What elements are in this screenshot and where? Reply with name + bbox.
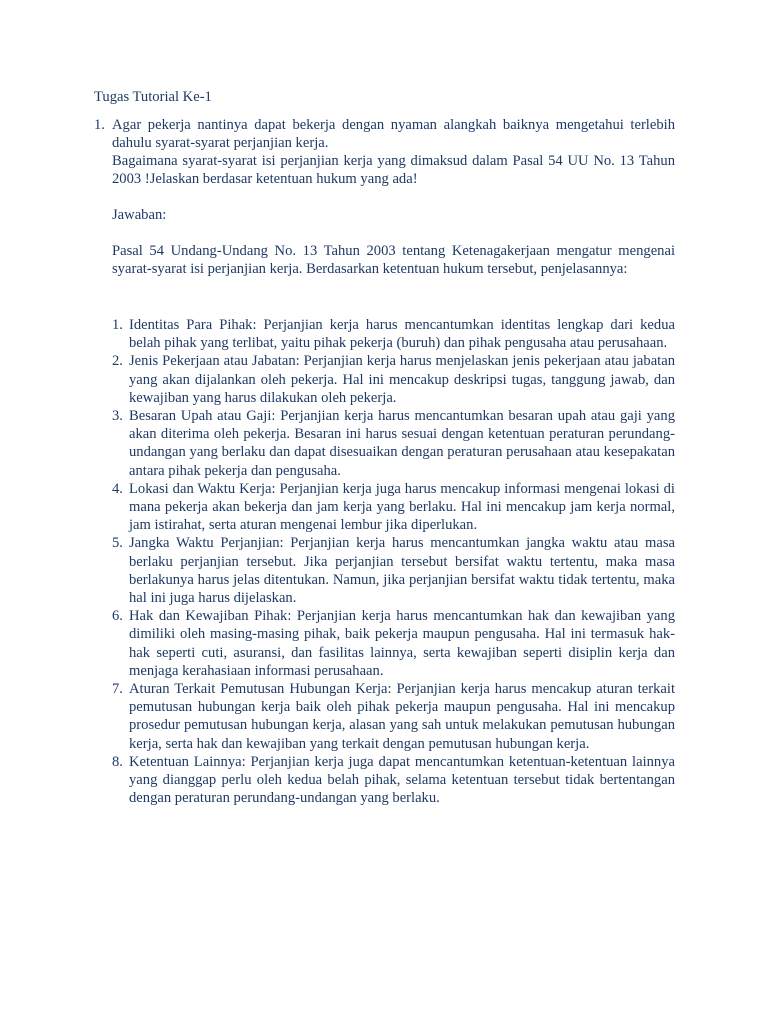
- list-item: [112, 680, 675, 753]
- requirements-list: [112, 316, 675, 807]
- list-item-number: 2.: [112, 353, 123, 370]
- list-item-number: 6.: [112, 608, 123, 625]
- list-item-text: Lokasi dan Waktu Kerja: Perjanjian kerja juga harus mencakup informasi mengenai lokasi di mana pekerja akan bekerja dan jam kerja yang berlaku. Hal ini mencakup jam kerja normal, jam istirahat, serta aturan mengenai lembur jika diperlukan.: [129, 480, 675, 534]
- list-item-text: Aturan Terkait Pemutusan Hubungan Kerja: Perjanjian kerja harus mencakup aturan terkait pemutusan hubungan kerja baik oleh pihak pekerja maupun pengusaha. Hal ini mencakup prosedur pemutusan hubungan kerja, alasan yang sah untuk melakukan pemutusan hubungan kerja, serta hak dan kewajiban yang terkait dengan pemutusan hubungan kerja.: [129, 681, 675, 752]
- list-item-number: 3.: [112, 408, 123, 425]
- list-item-number: 8.: [112, 753, 123, 770]
- list-item-number: 1.: [112, 317, 123, 333]
- list-item: [112, 316, 675, 352]
- question-prompt: Bagaimana syarat-syarat isi perjanjian kerja yang dimaksud dalam Pasal 54 UU No. 13 Tahun 2003 !Jelaskan berdasar ketentuan hukum yang ada!: [112, 153, 675, 188]
- question-number: 1.: [94, 117, 105, 133]
- list-item-text: Identitas Para Pihak: Perjanjian kerja harus mencantumkan identitas lengkap dari kedua belah pihak yang terlibat, yaitu pihak pekerja (buruh) dan pihak pengusaha atau perusahaan.: [129, 317, 675, 352]
- list-item: [112, 607, 675, 680]
- answer-label: Jawaban:: [112, 207, 167, 223]
- answer-intro: Pasal 54 Undang-Undang No. 13 Tahun 2003 tentang Ketenagakerjaan mengatur mengenai syarat-syarat isi perjanjian kerja. Berdasarkan ketentuan hukum tersebut, penjelasannya:: [112, 243, 675, 278]
- list-item-text: Ketentuan Lainnya: Perjanjian kerja juga dapat mencantumkan ketentuan-ketentuan lainnya yang dianggap perlu oleh kedua belah pihak, selama ketentuan tersebut tidak bertentangan dengan peraturan perundang-undangan yang berlaku.: [129, 753, 675, 807]
- list-item: [112, 407, 675, 480]
- list-item: [112, 534, 675, 607]
- question-text: Agar pekerja nantinya dapat bekerja dengan nyaman alangkah baiknya mengetahui terlebih dahulu syarat-syarat perjanjian kerja.: [112, 117, 675, 152]
- list-item-text: Besaran Upah atau Gaji: Perjanjian kerja harus mencantumkan besaran upah atau gaji yang akan diterima oleh pekerja. Besaran ini harus sesuai dengan ketentuan peraturan perundang-undangan yang berlaku dan dapat disesuaikan dengan peraturan perusahaan atau kesepakatan antara pihak pekerja dan pengusaha.: [129, 408, 675, 479]
- list-item: [112, 352, 675, 407]
- document-title: Tugas Tutorial Ke-1: [94, 89, 212, 105]
- list-item: [112, 480, 675, 535]
- list-item-number: 5.: [112, 535, 123, 552]
- list-item-text: Hak dan Kewajiban Pihak: Perjanjian kerja harus mencantumkan hak dan kewajiban yang dimiliki oleh masing-masing pihak, baik pekerja maupun pengusaha. Hal ini termasuk hak-hak seperti cuti, asuransi, dan fasilitas lainnya, serta kewajiban seperti disiplin kerja dan menjaga kerahasiaan informasi perusahaan.: [129, 608, 675, 679]
- list-item-text: Jenis Pekerjaan atau Jabatan: Perjanjian kerja harus menjelaskan jenis pekerjaan atau jabatan yang akan dijalankan oleh pekerja. Hal ini mencakup deskripsi tugas, tanggung jawab, dan kewajiban yang harus dilakukan oleh pekerja.: [129, 353, 675, 406]
- list-item-number: 4.: [112, 480, 123, 497]
- list-item: [112, 753, 675, 808]
- list-item-text: Jangka Waktu Perjanjian: Perjanjian kerja harus mencantumkan jangka waktu atau masa berlaku perjanjian tersebut. Jika perjanjian tersebut bersifat waktu tertentu, maka masa berlakunya harus jelas ditentukan. Namun, jika perjanjian bersifat waktu tidak tertentu, maka hal ini juga harus dijelaskan.: [129, 535, 675, 607]
- list-item-number: 7.: [112, 681, 123, 698]
